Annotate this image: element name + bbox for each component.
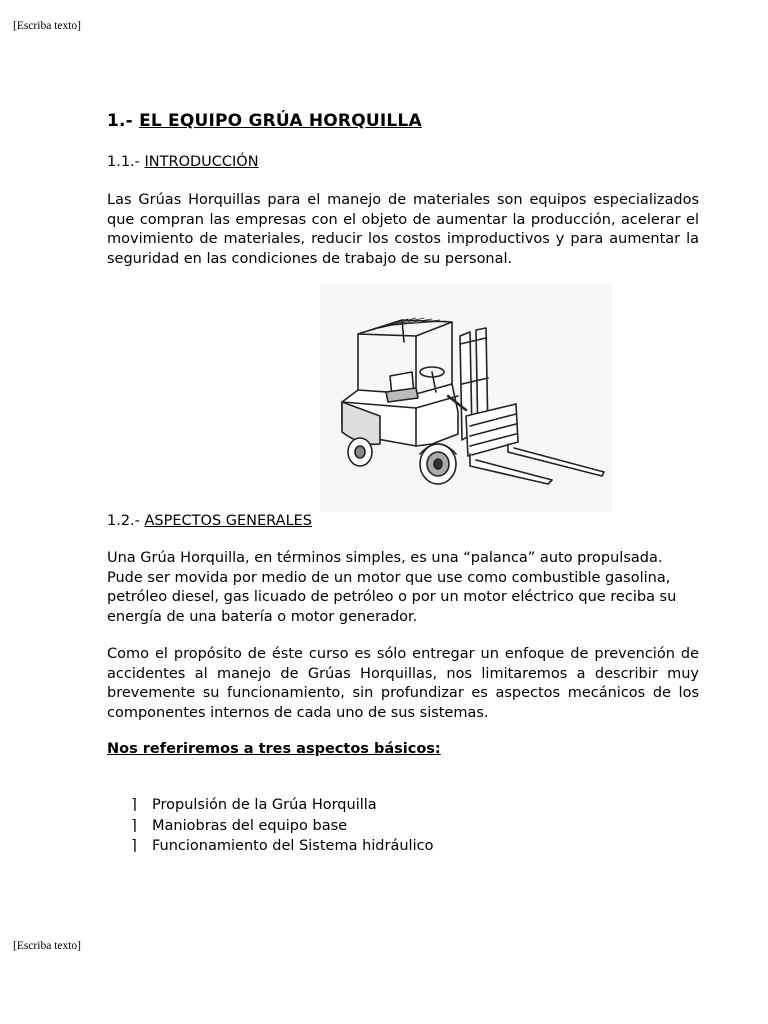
general-paragraph-1-block: [107, 549, 699, 627]
forklift-illustration: [320, 284, 612, 512]
general-paragraph-2-block: [107, 645, 699, 723]
intro-paragraph-block: [107, 191, 699, 269]
section-1-number: 1.-: [107, 111, 140, 131]
bullet-icon: ⌉: [131, 838, 137, 854]
list-item: [128, 816, 433, 837]
section-1-1-title: INTRODUCCIÓN: [144, 154, 259, 170]
list-item-text: Funcionamiento del Sistema hidráulico: [152, 838, 434, 854]
list-item: [128, 795, 433, 816]
section-1-heading: [107, 111, 422, 131]
page-footer: [Escriba texto]: [13, 940, 82, 952]
bullet-icon: ⌉: [131, 797, 137, 813]
section-1-1-number: 1.1.-: [107, 154, 145, 170]
section-1-2-heading: [107, 513, 312, 529]
page-header: [Escriba texto]: [13, 20, 82, 32]
forklift-icon: [320, 284, 612, 512]
basic-aspects-subheading: Nos referiremos a tres aspectos básicos:: [107, 741, 441, 757]
section-1-2-number: 1.2.-: [107, 513, 145, 529]
list-item-text: Maniobras del equipo base: [152, 817, 348, 834]
general-paragraph-2: Como el propósito de éste curso es sólo entregar un enfoque de prevención de accidentes al manejo de Grúas Horquillas, nos limitaremos a describir muy brevemente su funcionamiento, sin profundizar es aspectos mecánicos de los componentes internos de cada uno de sus sistemas.: [107, 646, 699, 721]
section-1-1-heading: [107, 154, 259, 170]
list-item: [128, 836, 433, 857]
bullet-icon: ⌉: [131, 817, 137, 834]
list-item-text: Propulsión de la Grúa Horquilla: [152, 797, 377, 813]
general-paragraph-1: Una Grúa Horquilla, en términos simples, es una “palanca” auto propulsada. Pude ser movida por medio de un motor que use como combustible gasolina, petróleo diesel, gas licuado de petróleo o por un motor eléctrico que reciba su energía de una batería o motor generador.: [107, 550, 677, 625]
section-1-2-title: ASPECTOS GENERALES: [144, 513, 313, 529]
basic-aspects-list: [128, 795, 433, 857]
section-1-title: EL EQUIPO GRÚA HORQUILLA: [139, 111, 422, 131]
intro-paragraph: Las Grúas Horquillas para el manejo de materiales son equipos especializados que compran las empresas con el objeto de aumentar la producción, acelerar el movimiento de materiales, reducir los costos improductivos y para aumentar la seguridad en las condiciones de trabajo de su personal.: [107, 192, 699, 267]
